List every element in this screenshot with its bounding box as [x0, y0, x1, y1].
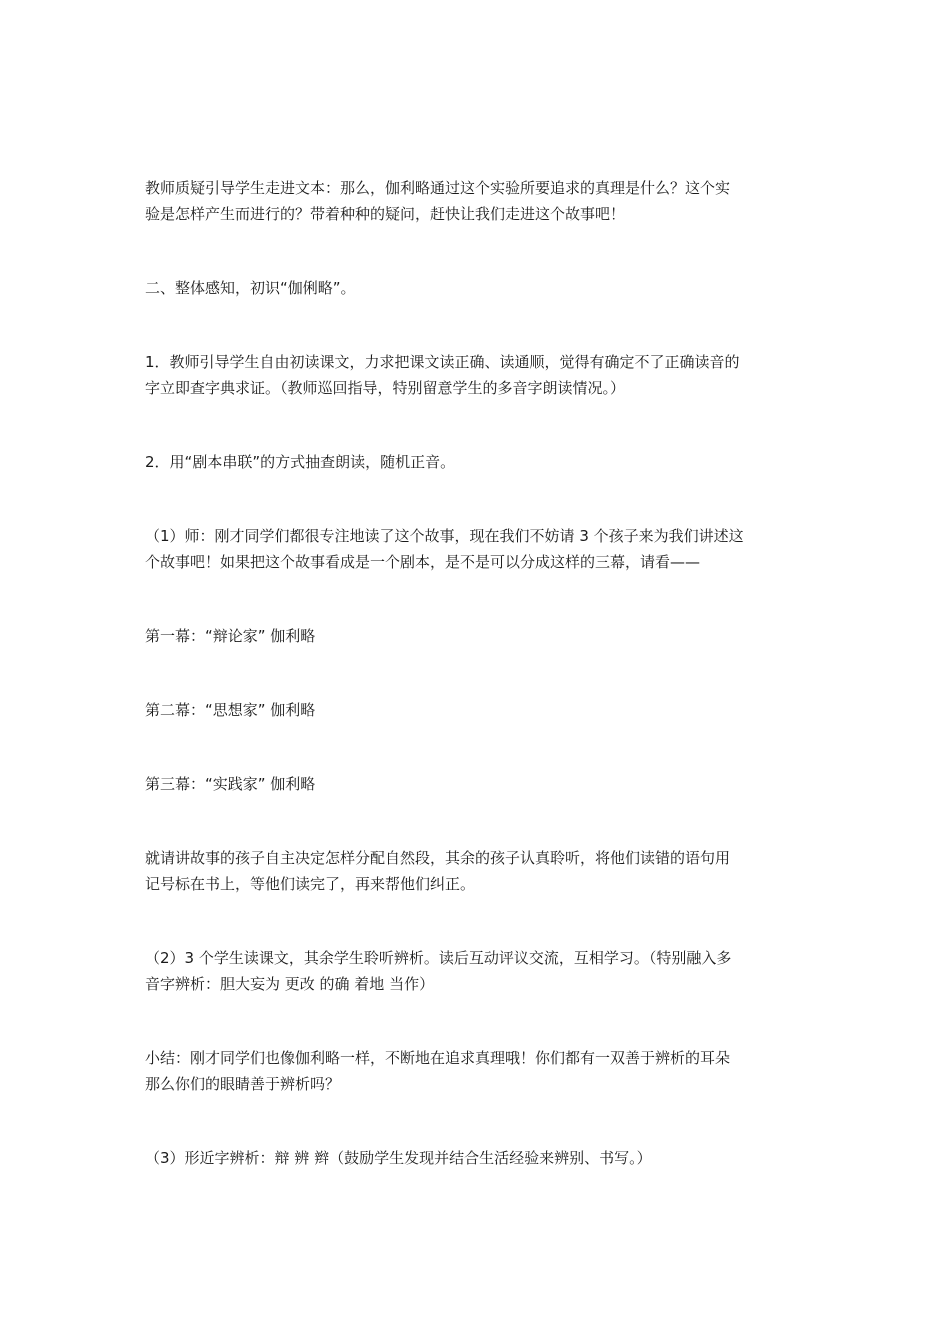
text-line: 小结：刚才同学们也像伽利略一样，不断地在追求真理哦！你们都有一双善于辨析的耳朵 — [145, 1049, 731, 1067]
text-line: 第一幕：“辩论家” 伽利略 — [145, 627, 316, 645]
text-line: 教师质疑引导学生走进文本：那么，伽利略通过这个实验所要追求的真理是什么？这个实 — [145, 179, 731, 197]
text-line: 音字辨析：胆大妄为 更改 的确 着地 当作） — [145, 975, 435, 993]
text-line: 那么你们的眼睛善于辨析吗？ — [145, 1075, 341, 1093]
text-line: 二、整体感知，初识“伽俐略”。 — [145, 279, 356, 297]
text-line: 记号标在书上，等他们读完了，再来帮他们纠正。 — [145, 875, 476, 893]
text-line: （2）3 个学生读课文，其余学生聆听辨析。读后互动评议交流，互相学习。（特别融入多 — [145, 949, 732, 967]
paragraph-sub-3 — [145, 1145, 811, 1171]
paragraph-step-2 — [145, 449, 811, 475]
text-line: （1）师：刚才同学们都很专注地读了这个故事，现在我们不妨请 3 个孩子来为我们讲述这 — [145, 527, 744, 545]
text-line: 字立即查字典求证。（教师巡回指导，特别留意学生的多音字朗读情况。） — [145, 379, 626, 397]
text-line: 2．用“剧本串联”的方式抽查朗读，随机正音。 — [145, 453, 456, 471]
paragraph-act-1 — [145, 623, 811, 649]
text-line: 就请讲故事的孩子自主决定怎样分配自然段，其余的孩子认真聆听，将他们读错的语句用 — [145, 849, 731, 867]
paragraph-storyteller-instructions — [145, 845, 811, 897]
paragraph-sub-1 — [145, 523, 811, 575]
section-heading — [145, 275, 811, 301]
paragraph-sub-2 — [145, 945, 811, 997]
paragraph-act-2 — [145, 697, 811, 723]
text-line: 第三幕：“实践家” 伽利略 — [145, 775, 316, 793]
text-line: 验是怎样产生而进行的？带着种种的疑问，赶快让我们走进这个故事吧！ — [145, 205, 626, 223]
paragraph-step-1 — [145, 349, 811, 401]
paragraph-summary — [145, 1045, 811, 1097]
text-line: （3）形近字辨析：辩 辨 辫（鼓励学生发现并结合生活经验来辨别、书写。） — [145, 1149, 652, 1167]
paragraph-act-3 — [145, 771, 811, 797]
text-line: 个故事吧！如果把这个故事看成是一个剧本，是不是可以分成这样的三幕，请看—— — [145, 553, 701, 571]
text-line: 1．教师引导学生自由初读课文，力求把课文读正确、读通顺，觉得有确定不了正确读音的 — [145, 353, 740, 371]
paragraph-intro-question — [145, 175, 811, 227]
text-line: 第二幕：“思想家” 伽利略 — [145, 701, 316, 719]
